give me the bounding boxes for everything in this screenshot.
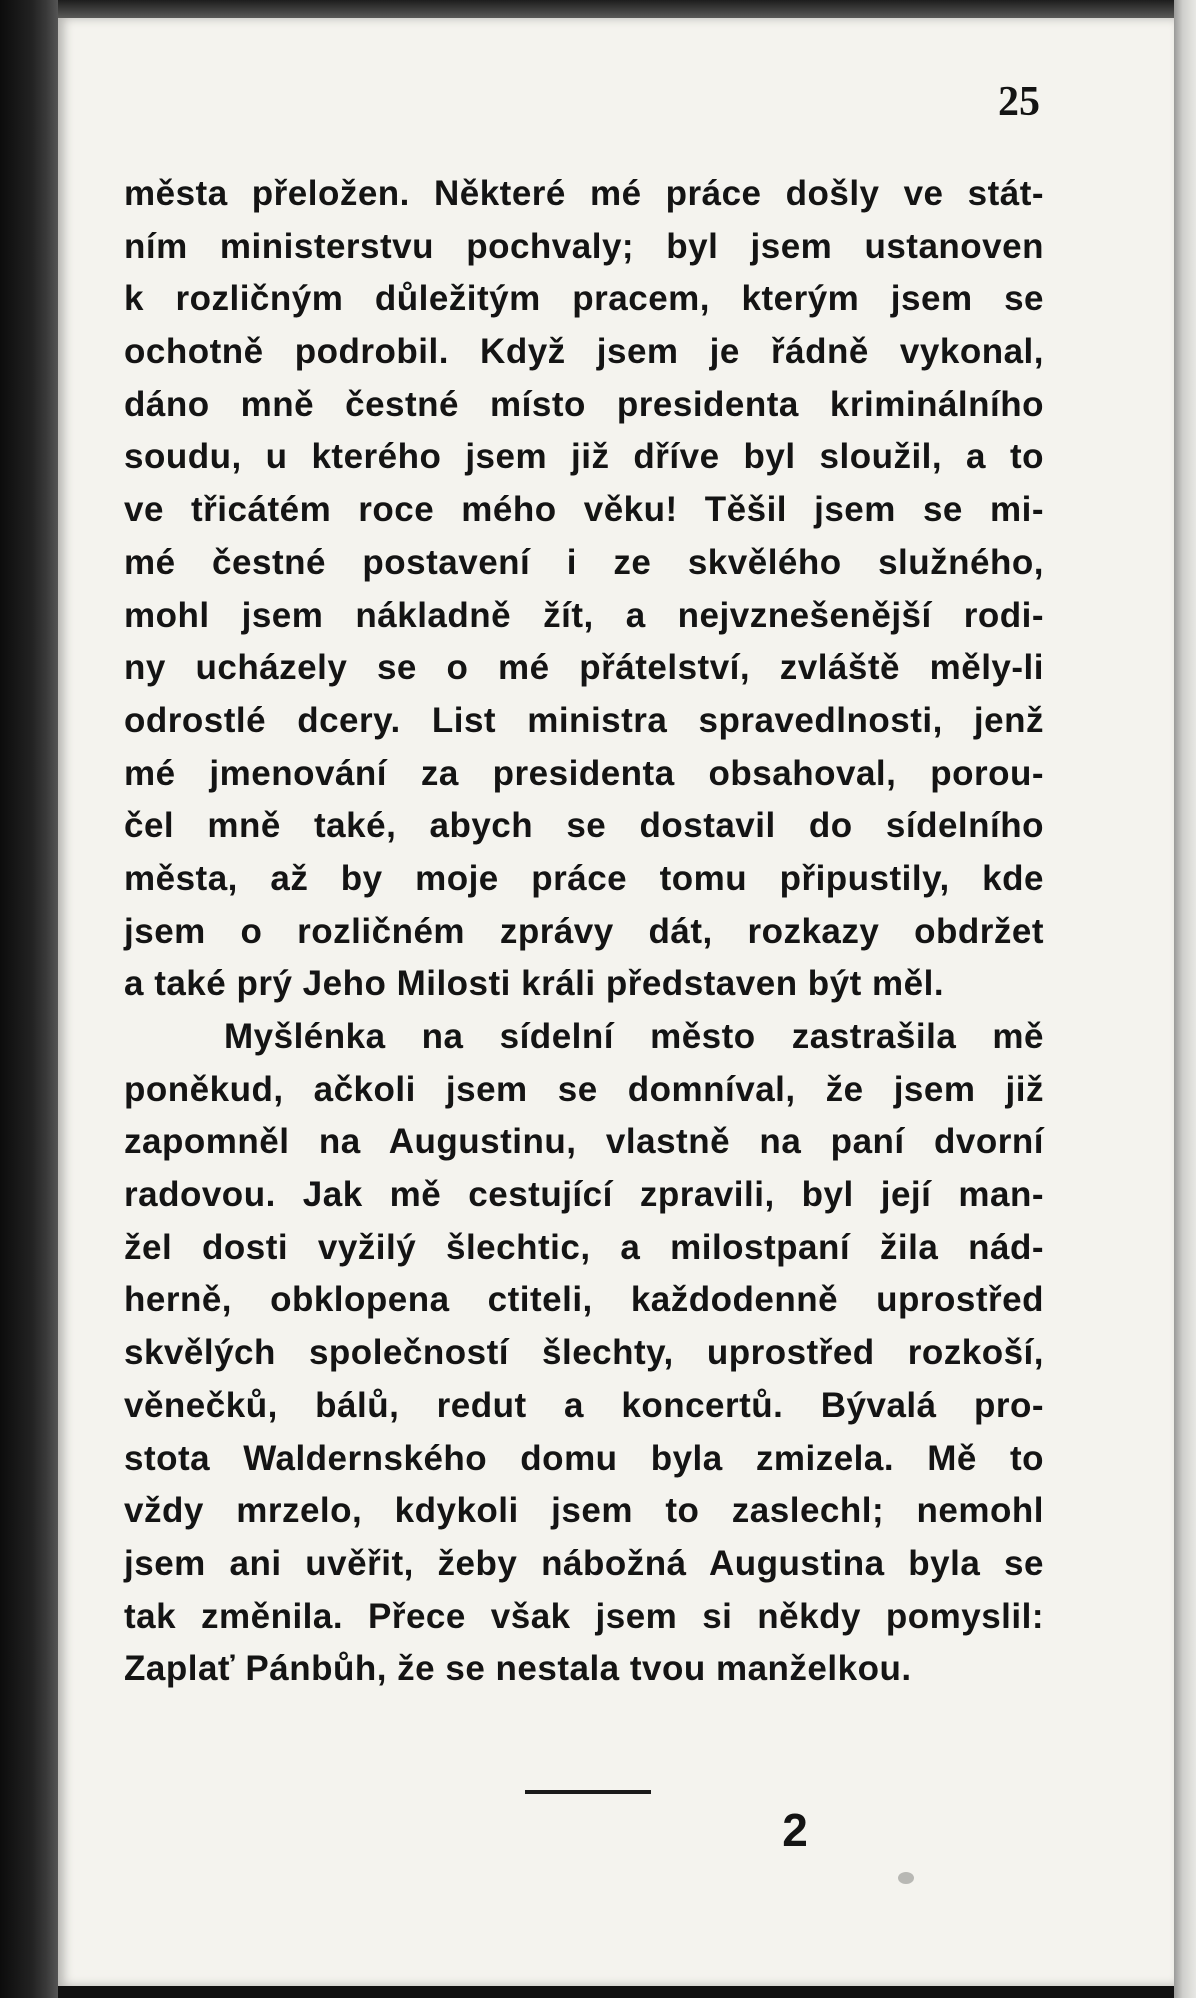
text-line: k rozličným důležitým pracem, kterým jsem se	[124, 279, 1044, 319]
body-text	[124, 168, 1044, 1696]
text-line: ve třicátém roce mého věku! Těšil jsem se mi-	[124, 490, 1044, 530]
signature-mark: 2	[782, 1804, 808, 1856]
text-line: mé čestné postavení i ze skvělého služného,	[124, 542, 1044, 582]
text-line: ochotně podrobil. Když jsem je řádně vykonal,	[124, 332, 1044, 372]
text-line: jsem ani uvěřit, žeby nábožná Augustina byla se	[124, 1543, 1044, 1583]
text-line: zapomněl na Augustinu, vlastně na paní dvorní	[124, 1122, 1044, 1162]
text-line: ny ucházely se o mé přátelství, zvláště měly-li	[124, 648, 1044, 688]
text-line: stota Waldernského domu byla zmizela. Mě to	[124, 1438, 1044, 1478]
text-line: soudu, u kterého jsem již dříve byl sloužil, a to	[124, 437, 1044, 477]
text-line: herně, obklopena ctiteli, každodenně uprostřed	[124, 1280, 1044, 1320]
page-number: 25	[998, 79, 1040, 125]
paragraph-first-line: Myšlénka na sídelní město zastrašila mě	[224, 1017, 1044, 1056]
text-line: města přeložen. Některé mé práce došly ve stát-	[124, 174, 1044, 213]
text-line: mohl jsem nákladně žít, a nejvznešenější rodi-	[124, 595, 1044, 635]
text-line: poněkud, ačkoli jsem se domníval, že jsem již	[124, 1069, 1044, 1109]
end-rule	[525, 1790, 651, 1794]
book-spine-shadow	[0, 0, 58, 1998]
text-line: Zaplať Pánbůh, že se nestala tvou manželkou.	[124, 1649, 912, 1689]
text-line: a také prý Jeho Milosti králi představen být měl.	[124, 964, 945, 1004]
page-right-edge	[1174, 0, 1196, 1998]
text-line: dáno mně čestné místo presidenta kriminálního	[124, 384, 1044, 424]
text-line: vždy mrzelo, kdykoli jsem to zaslechl; nemohl	[124, 1491, 1044, 1531]
text-line: žel dosti vyžilý šlechtic, a milostpaní žila nád-	[124, 1227, 1044, 1267]
text-line: věnečků, bálů, redut a koncertů. Bývalá pro-	[124, 1385, 1044, 1425]
page-top-edge	[58, 0, 1196, 18]
paper-speck	[898, 1872, 914, 1884]
text-line: ním ministerstvu pochvaly; byl jsem ustanoven	[124, 226, 1044, 266]
text-line: jsem o rozličném zprávy dát, rozkazy obdržet	[124, 911, 1044, 951]
text-line: čel mně také, abych se dostavil do sídelního	[124, 806, 1044, 846]
text-line: skvělých společností šlechty, uprostřed rozkoší,	[124, 1333, 1044, 1373]
text-line: tak změnila. Přece však jsem si někdy pomyslil:	[124, 1596, 1044, 1636]
text-line: města, až by moje práce tomu připustily, kde	[124, 858, 1044, 898]
text-line: odrostlé dcery. List ministra spravedlnosti, jenž	[124, 700, 1044, 740]
text-line: mé jmenování za presidenta obsahoval, porou-	[124, 753, 1044, 793]
text-line: radovou. Jak mě cestující zpravili, byl její man-	[124, 1175, 1044, 1215]
